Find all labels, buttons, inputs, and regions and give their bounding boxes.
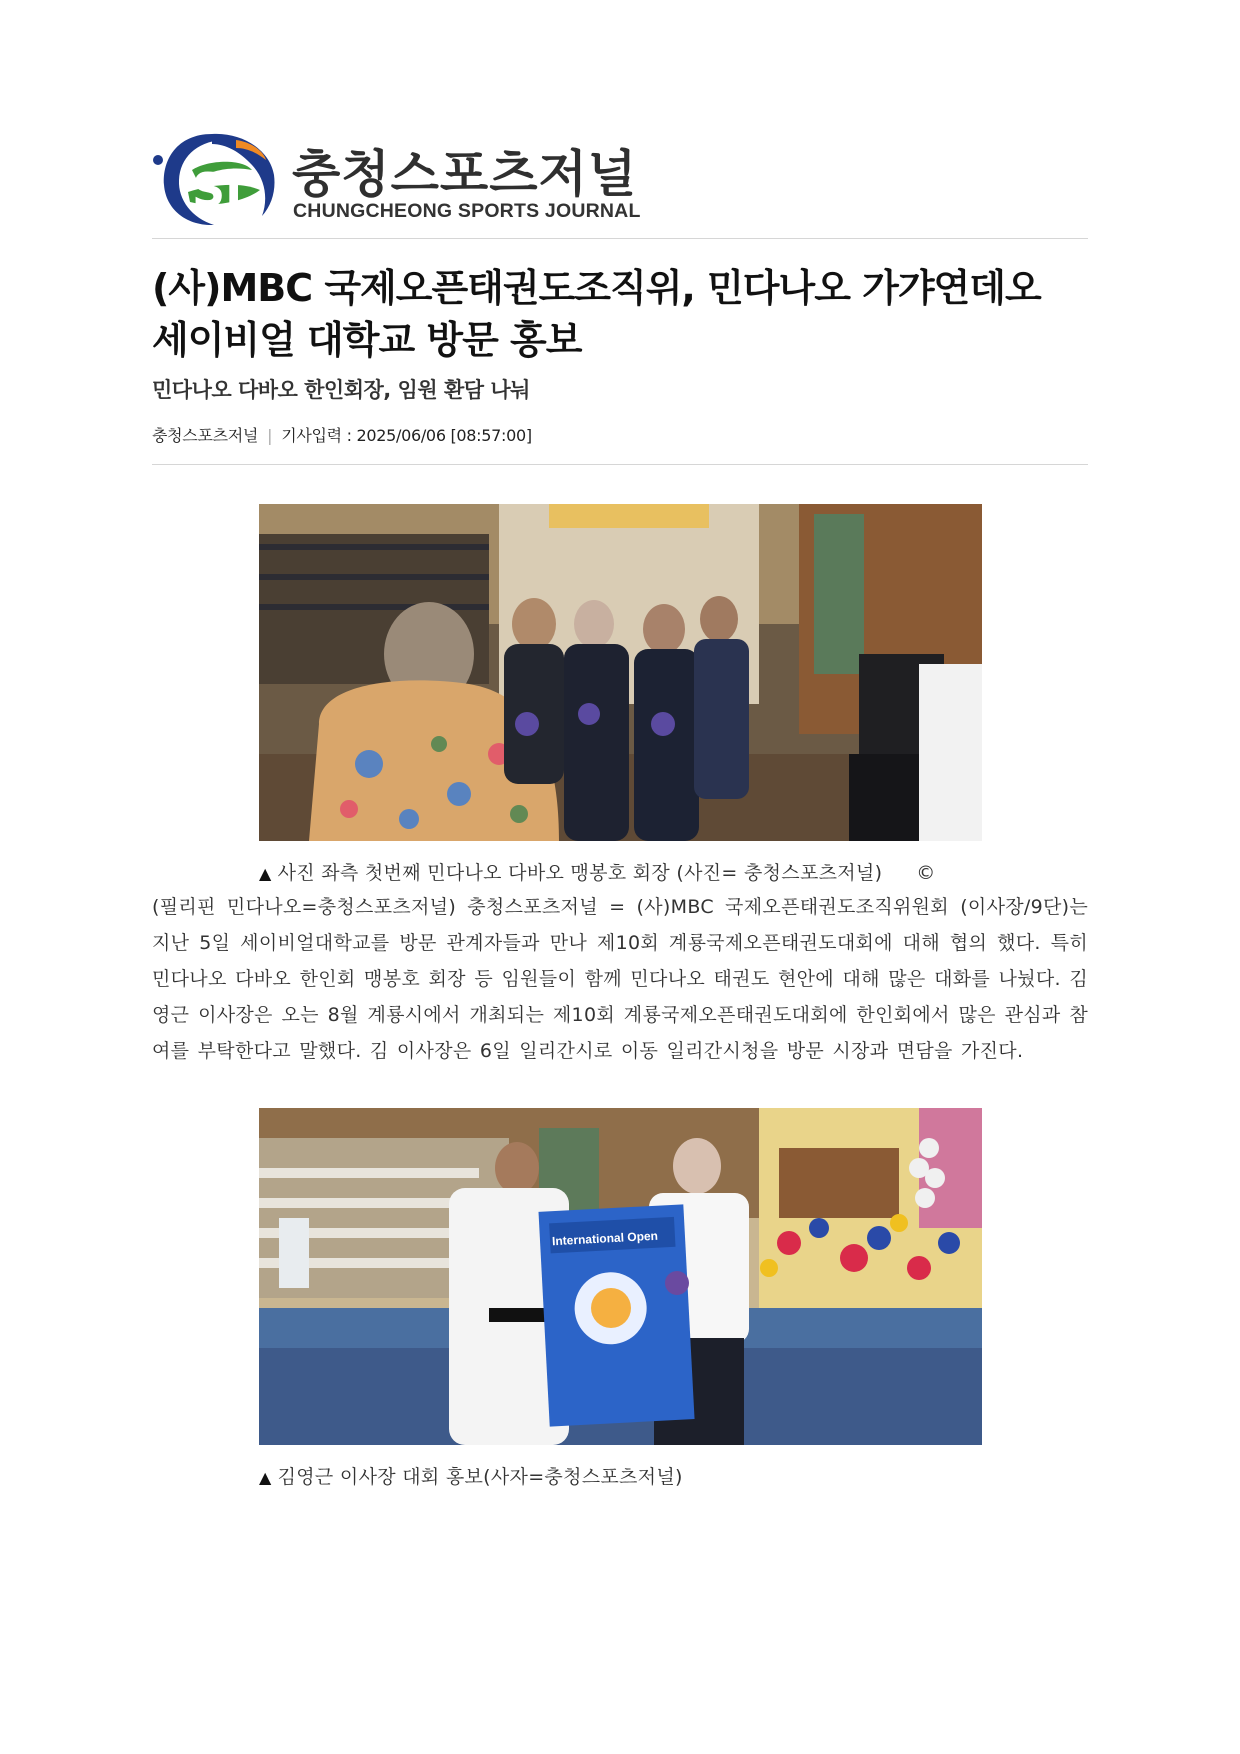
photo-1-illustration bbox=[259, 504, 982, 841]
photo-2-illustration bbox=[259, 1108, 982, 1445]
photo-2-caption-text: 김영근 이사장 대회 홍보(사자=충청스포츠저널) bbox=[277, 1466, 683, 1488]
brand-logo-icon[interactable] bbox=[152, 130, 280, 228]
article-subheadline: 민다나오 다바오 한인회장, 임원 환담 나눠 bbox=[152, 378, 530, 402]
caption-marker-icon: ▲ bbox=[259, 864, 272, 883]
caption-marker-icon: ▲ bbox=[259, 1468, 272, 1487]
brand-name-en: CHUNGCHEONG SPORTS JOURNAL bbox=[293, 200, 641, 222]
article-date: 기사입력 : 2025/06/06 [08:57:00] bbox=[281, 426, 532, 445]
copyright-icon: © bbox=[916, 862, 936, 884]
meta-divider bbox=[152, 464, 1088, 465]
article-source[interactable]: 충청스포츠저널 bbox=[152, 426, 259, 445]
article-page bbox=[152, 0, 1088, 1488]
photo-1-caption-text: 사진 좌측 첫번째 민다나오 다바오 맹봉호 회장 (사진= 충청스포츠저널) bbox=[277, 862, 883, 884]
meta-separator: | bbox=[267, 426, 273, 445]
logo-letters: SJ bbox=[192, 163, 243, 217]
article-headline: (사)MBC 국제오픈태권도조직위, 민다나오 가갸연데오 세이비얼 대학교 방문 홍보 bbox=[152, 266, 1041, 362]
article-body: (필리핀 민다나오=충청스포츠저널) 충청스포츠저널 = (사)MBC 국제오픈태권도조직위원회 (이사장/9단)는 지난 5일 세이비얼대학교를 방문 관계자들과 만나 제10회 계룡국제오픈태권도대회에 대해 협의 했다. 특히 민다나오 다바오 한인회 맹봉호 회장 등 임원들이 함께 민다나오 태권도 현안에 대해 많은 대화를 나눴다. 김영근 이사장은 오는 8월 계룡시에서 개최되는 제10회 계룡국제오픈태권도대회에 한인회에서 많은 관심과 참여를 부탁한다고 말했다. 김 이사장은 6일 일리간시로 이동 일리간시청을 방문 시장과 면담을 가진다. bbox=[152, 896, 1088, 1062]
photo-1-caption bbox=[259, 858, 936, 885]
photo-2-caption bbox=[259, 1462, 683, 1489]
brand-name-kr: 충청스포츠저널 bbox=[292, 145, 638, 203]
masthead bbox=[152, 0, 1088, 239]
poster-title: International Open bbox=[551, 1228, 659, 1249]
article-photo-2[interactable] bbox=[259, 1108, 982, 1445]
article-photo-1[interactable] bbox=[259, 504, 982, 841]
article-meta bbox=[152, 423, 532, 446]
